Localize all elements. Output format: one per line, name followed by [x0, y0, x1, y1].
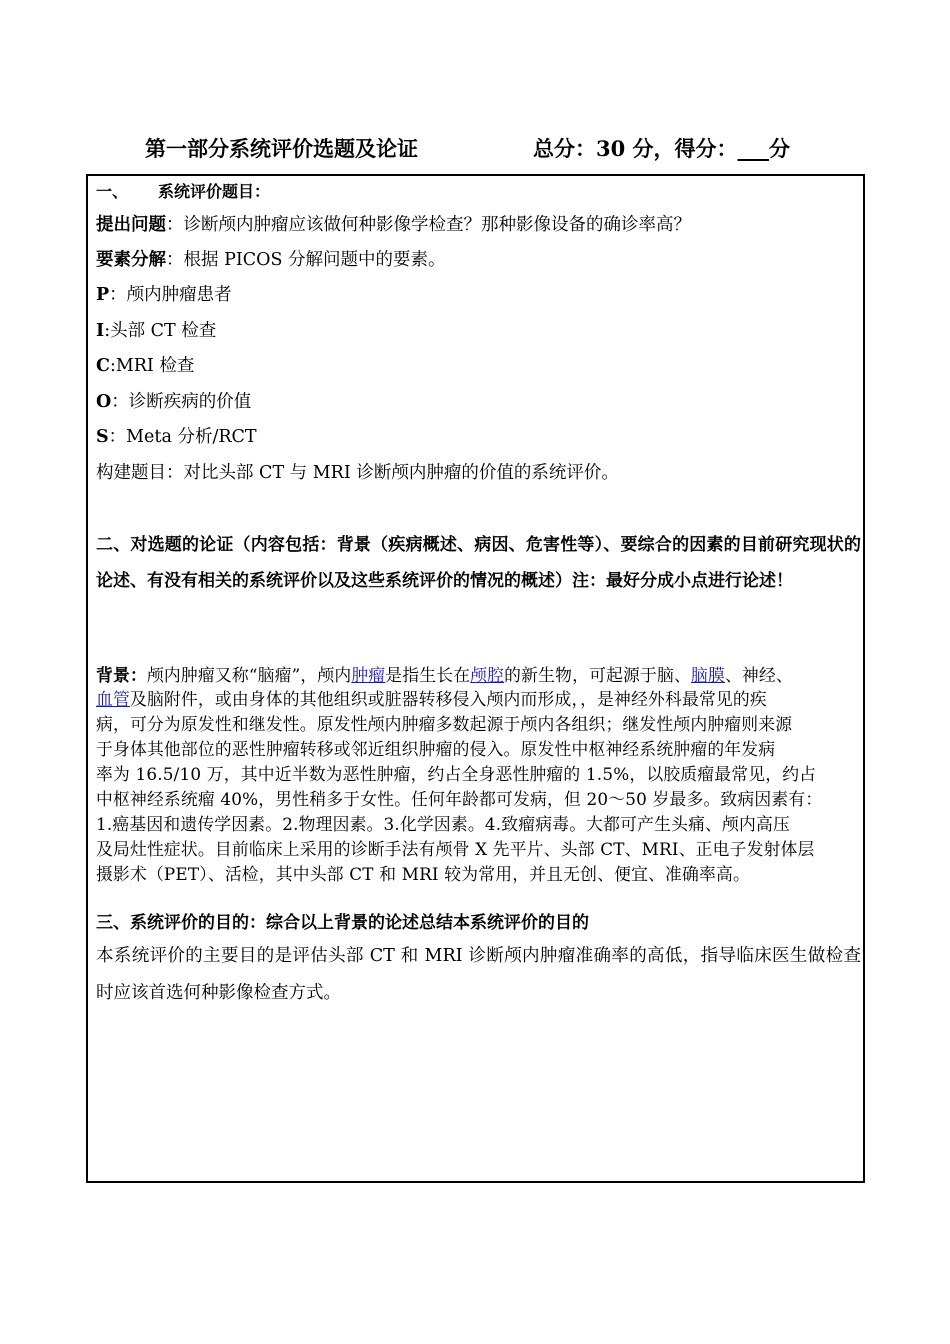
picos-text: ：颅内肿瘤患者: [109, 285, 232, 305]
elements-line: [96, 248, 446, 272]
picos-text: ：Meta 分析/RCT: [108, 427, 257, 447]
picos-o: [96, 390, 251, 414]
picos-key: I: [96, 321, 105, 341]
background-text: 及脑附件，或由身体的其他组织或脏器转移侵入颅内而形成，，是神经外科最常见的疾: [129, 689, 767, 709]
question-text: ：诊断颅内肿瘤应该做何种影像学检查？那种影像设备的确诊率高？: [166, 215, 691, 235]
picos-key: S: [96, 427, 109, 447]
background-text: 的新生物，可起源于脑、: [504, 665, 691, 685]
link-meninges[interactable]: 脑膜: [690, 665, 725, 685]
picos-text: :头部 CT 检查: [104, 321, 217, 341]
section3-body: 本系统评价的主要目的是评估头部 CT 和 MRI 诊断颅内肿瘤准确率的高低，指导临床医生做检查时应该首选何种影像检查方式。: [96, 946, 861, 1003]
picos-key: P: [96, 285, 110, 305]
picos-c: [96, 354, 194, 378]
question-line: [96, 213, 691, 237]
section2-heading: 二、对选题的论证（内容包括：背景（疾病概述、病因、危害性等）、要综合的因素的目前研究现状的论述、有没有相关的系统评价以及这些系统评价的情况的概述）注：最好分成小点进行论述！: [96, 535, 861, 591]
elements-label: 要素分解: [96, 250, 166, 270]
background-line-9: 摄影术（PET）、活检，其中头部 CT 和 MRI 较为常用，并且无创、便宜、准确率高。: [96, 864, 750, 884]
background-text: 、神经、: [724, 665, 793, 685]
picos-i: [96, 319, 216, 343]
score-line: 总分：30 分，得分：___分: [533, 136, 791, 161]
background-text: 是指生长在: [385, 665, 471, 685]
picos-key: O: [96, 392, 112, 412]
picos-p: [96, 283, 232, 307]
question-label: 提出问题: [96, 215, 166, 235]
link-tumor[interactable]: 肿瘤: [351, 665, 386, 685]
picos-key: C: [96, 356, 110, 376]
background-label: 背景：: [96, 665, 147, 685]
content-frame: [86, 174, 865, 1183]
section1-heading: [96, 180, 270, 204]
page-title: 第一部分系统评价选题及论证: [145, 136, 418, 161]
background-text: 颅内肿瘤又称“脑瘤”，颅内: [146, 665, 352, 685]
link-blood-vessel[interactable]: 血管: [96, 689, 130, 709]
elements-text: ：根据 PICOS 分解问题中的要素。: [166, 250, 446, 270]
background-line-7: 1.癌基因和遗传学因素。2.物理因素。3.化学因素。4.致瘤病毒。大都可产生头痛、颅内高压: [96, 814, 790, 834]
section3-heading: 三、系统评价的目的：综合以上背景的论述总结本系统评价的目的: [96, 913, 589, 933]
page-header: [145, 133, 825, 165]
picos-text: ：诊断疾病的价值: [111, 392, 252, 412]
picos-s: [96, 425, 257, 449]
section1-title: 系统评价题目：: [158, 182, 271, 201]
background-line-6: 中枢神经系统瘤 40%，男性稍多于女性。任何年龄都可发病，但 20～50 岁最多。致病因素有：: [96, 789, 823, 809]
section1-number: 一、: [96, 182, 129, 201]
topic-line: 构建题目：对比头部 CT 与 MRI 诊断颅内肿瘤的价值的系统评价。: [96, 463, 619, 483]
link-cranial-cavity[interactable]: 颅腔: [470, 665, 505, 685]
background-line-3: 病，可分为原发性和继发性。原发性颅内肿瘤多数起源于颅内各组织；继发性颅内肿瘤则来源: [96, 714, 793, 734]
background-line-2: [96, 687, 767, 711]
background-line-1: [96, 663, 793, 687]
background-line-4: 于身体其他部位的恶性肿瘤转移或邻近组织肿瘤的侵入。原发性中枢神经系统肿瘤的年发病: [96, 739, 776, 759]
picos-text: :MRI 检查: [109, 356, 195, 376]
background-line-8: 及局灶性症状。目前临床上采用的诊断手法有颅骨 X 先平片、头部 CT、MRI、正电子发射体层: [96, 839, 815, 859]
background-line-5: 率为 16.5/10 万，其中近半数为恶性肿瘤，约占全身恶性肿瘤的 1.5%，以胶质瘤最常见，约占: [96, 764, 817, 784]
